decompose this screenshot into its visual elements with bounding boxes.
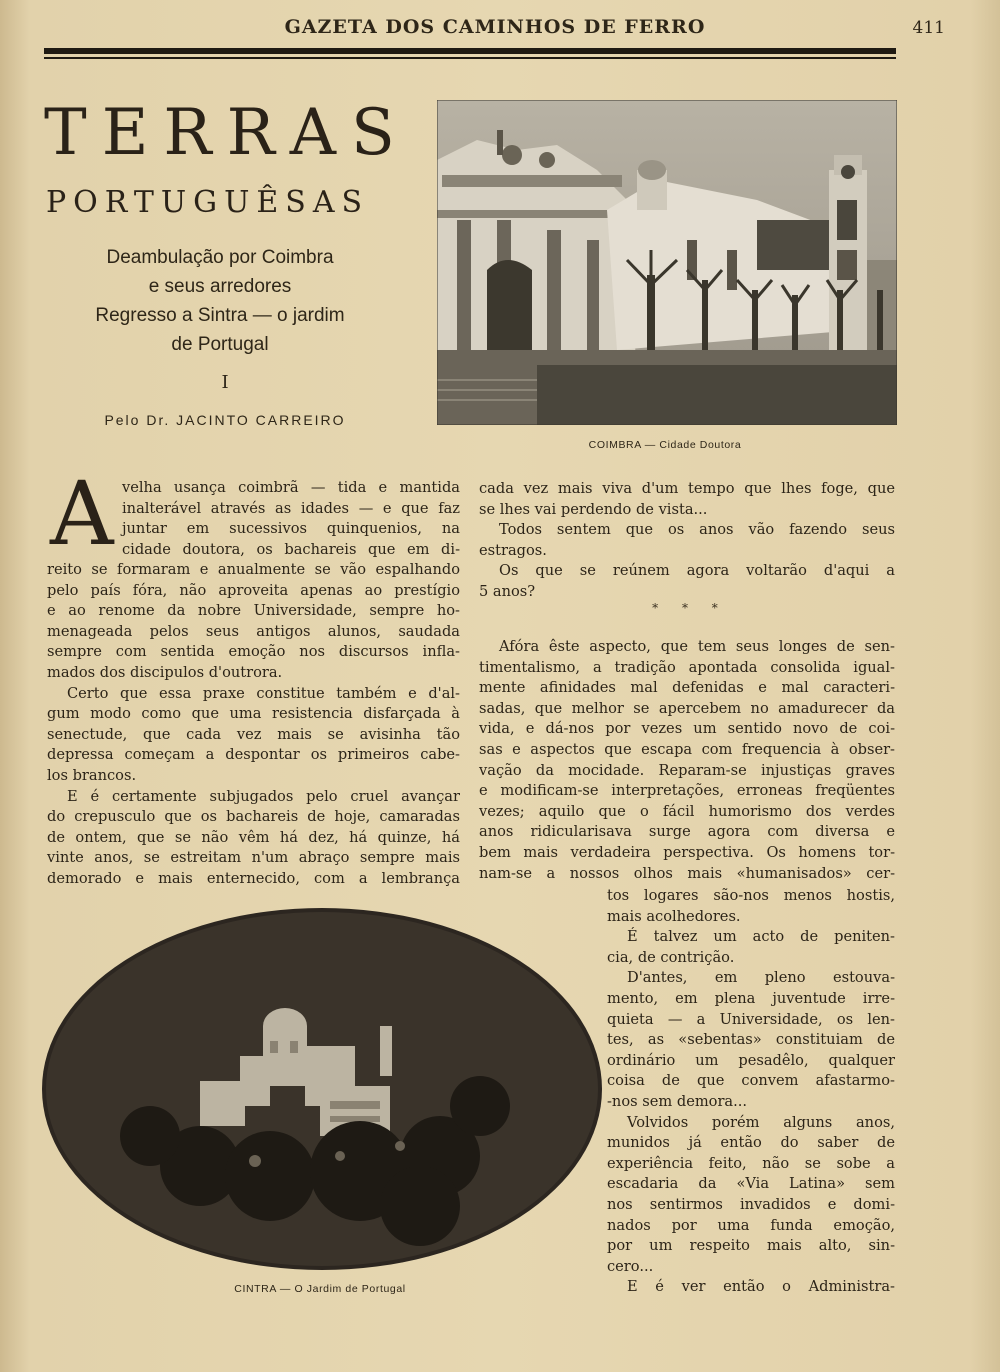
text-line: Volvidos porém alguns anos,: [627, 1113, 895, 1131]
text-line: bem mais verdadeira perspectiva. Os homens tor-: [479, 843, 895, 861]
text-line: D'antes, em pleno estouva-: [627, 969, 895, 987]
article-title: TERRAS: [44, 96, 410, 170]
body-column-right-2: [479, 637, 895, 884]
header-rule-thick: [44, 48, 896, 54]
text-line: E é ver então o Administra-: [627, 1278, 895, 1296]
text-line: -nos sem demora...: [607, 1092, 748, 1110]
text-line: anos ridicularisava surge agora com diversa e: [479, 823, 895, 841]
text-line: menageada pelos seus antigos alunos, saudada: [47, 622, 460, 640]
subtitle-line: e seus arredores: [148, 276, 292, 297]
text-line: mente afinidades mal defenidas e mal caracteri-: [479, 679, 895, 697]
text-line: e ao renome da nobre Universidade, sempre ho-: [47, 602, 460, 620]
article-subtitle: [60, 243, 380, 359]
text-line: mais acolhedores.: [607, 907, 741, 925]
byline: Pelo Dr. JACINTO CARREIRO: [104, 412, 346, 428]
text-line: pelo país fóra, não aproveita apenas ao prestígio: [47, 581, 460, 599]
text-line: nos sentirmos invadidos e domi-: [607, 1195, 895, 1213]
body-column-left: [47, 560, 460, 890]
body-column-left-top-4: [122, 540, 460, 561]
text-line: do crepusculo que os bachareis de hoje, camaradas: [47, 808, 460, 826]
page-number: 411: [912, 18, 945, 38]
text-line: mados dos discipulos d'outrora.: [47, 663, 283, 681]
coimbra-photo: [437, 100, 897, 425]
part-number: I: [221, 372, 229, 393]
text-line: gum modo como que uma resistencia disfarçada à: [47, 705, 460, 723]
text-line: cero...: [607, 1257, 654, 1275]
text-line: sadas, que melhor se apercebem no amadurecer da: [479, 699, 895, 717]
cintra-photo: [40, 906, 604, 1272]
text-line: vida, e dá-nos por vezes um sentido novo de coi-: [479, 720, 895, 738]
text-line: nam-se a nossos olhos mais «humanisados» cer-: [479, 864, 895, 882]
subtitle-line: Regresso a Sintra — o jardim: [95, 305, 345, 326]
subtitle-line: Deambulação por Coimbra: [106, 247, 334, 268]
text-line: experiência feito, não se sobe a: [607, 1154, 895, 1172]
section-separator: * * *: [652, 601, 728, 615]
text-line: escadaria da «Via Latina» sem: [607, 1175, 895, 1193]
text-line: tos logares são-nos menos hostis,: [607, 887, 895, 904]
text-line: vação da mocidade. Reparam-se injustiças graves: [479, 761, 895, 779]
text-line: sempre com sentida emoção nos discursos infla-: [47, 643, 460, 661]
text-line: demorado e mais enternecido, com a lembrança: [47, 869, 460, 887]
text-line: 5 anos?: [479, 582, 536, 600]
publication-title: GAZETA DOS CAMINHOS DE FERRO: [284, 16, 706, 38]
text-line: mento, em plena juventude irre-: [607, 989, 895, 1007]
text-line: e modificam-se interpretações, erroneas freqüentes: [479, 782, 895, 800]
text-line: nados por uma funda emoção,: [607, 1216, 895, 1234]
text-line: tes, as «sebentas» constituiam de: [607, 1031, 895, 1049]
text-line: E é certamente subjugados pelo cruel avançar: [67, 787, 460, 805]
text-line: Os que se reúnem agora voltarão d'aqui a: [499, 562, 895, 580]
text-line: vezes; aquilo que o fácil humorismo dos verdes: [479, 802, 895, 820]
text-line: depressa começam a despontar os primeiros cabe-: [47, 746, 460, 764]
text-line: cia, de contrição.: [607, 948, 735, 966]
text-line: vinte anos, se estreitam n'um abraço sempre mais: [47, 849, 460, 867]
text-line: munidos já então do saber de: [607, 1134, 895, 1152]
text-line: sas e aspectos que escapa com frequencia à obser-: [479, 740, 895, 758]
text-line: cada vez mais viva d'um tempo que lhes foge, que: [479, 480, 895, 497]
text-line: timentalismo, a tradição apontada consolida igual-: [479, 658, 895, 676]
text-line: É talvez um acto de peniten-: [627, 928, 895, 946]
subtitle-line: de Portugal: [171, 334, 269, 355]
text-line: quieta — a Universidade, os len-: [607, 1010, 895, 1028]
text-line: se lhes vai perdendo de vista...: [479, 500, 708, 518]
cintra-caption: CINTRA — O Jardim de Portugal: [234, 1283, 406, 1295]
article-title-sub: PORTUGUÊSAS: [46, 185, 370, 220]
page-header: [45, 14, 945, 42]
header-rule-thin: [44, 57, 896, 59]
text-line: velha usança coimbrã — tida e mantida: [122, 479, 460, 496]
coimbra-caption: COIMBRA — Cidade Doutora: [588, 439, 742, 451]
text-line: de ontem, que se não vêm há dez, há quinze, há: [47, 828, 460, 846]
body-column-right: [479, 479, 895, 603]
text-line: inalterável através as idades — e que faz: [122, 499, 460, 517]
drop-cap: A: [50, 462, 114, 565]
text-line: por um respeito mais alto, sin-: [607, 1237, 895, 1255]
text-line: ordinário um pesadêlo, qualquer: [607, 1051, 895, 1069]
text-line: estragos.: [479, 541, 547, 559]
text-line: juntar em sucessivos quinquenios, na: [122, 520, 460, 538]
text-line: coisa de que convem afastarmo-: [607, 1072, 895, 1090]
body-column-left-top: [122, 478, 460, 540]
text-line: senectude, que cada vez mais se avisinha tão: [47, 725, 460, 743]
text-line: reito se formaram e anualmente se vão espalhando: [47, 561, 460, 578]
text-line: Todos sentem que os anos vão fazendo seus: [499, 521, 895, 539]
text-line: los brancos.: [47, 766, 137, 784]
text-line: Certo que essa praxe constitue também e d'al-: [67, 684, 460, 702]
text-line: cidade doutora, os bachareis que em di-: [122, 541, 460, 558]
body-column-right-3: [607, 886, 895, 1298]
text-line: Afóra êste aspecto, que tem seus longes de sen-: [499, 638, 895, 655]
